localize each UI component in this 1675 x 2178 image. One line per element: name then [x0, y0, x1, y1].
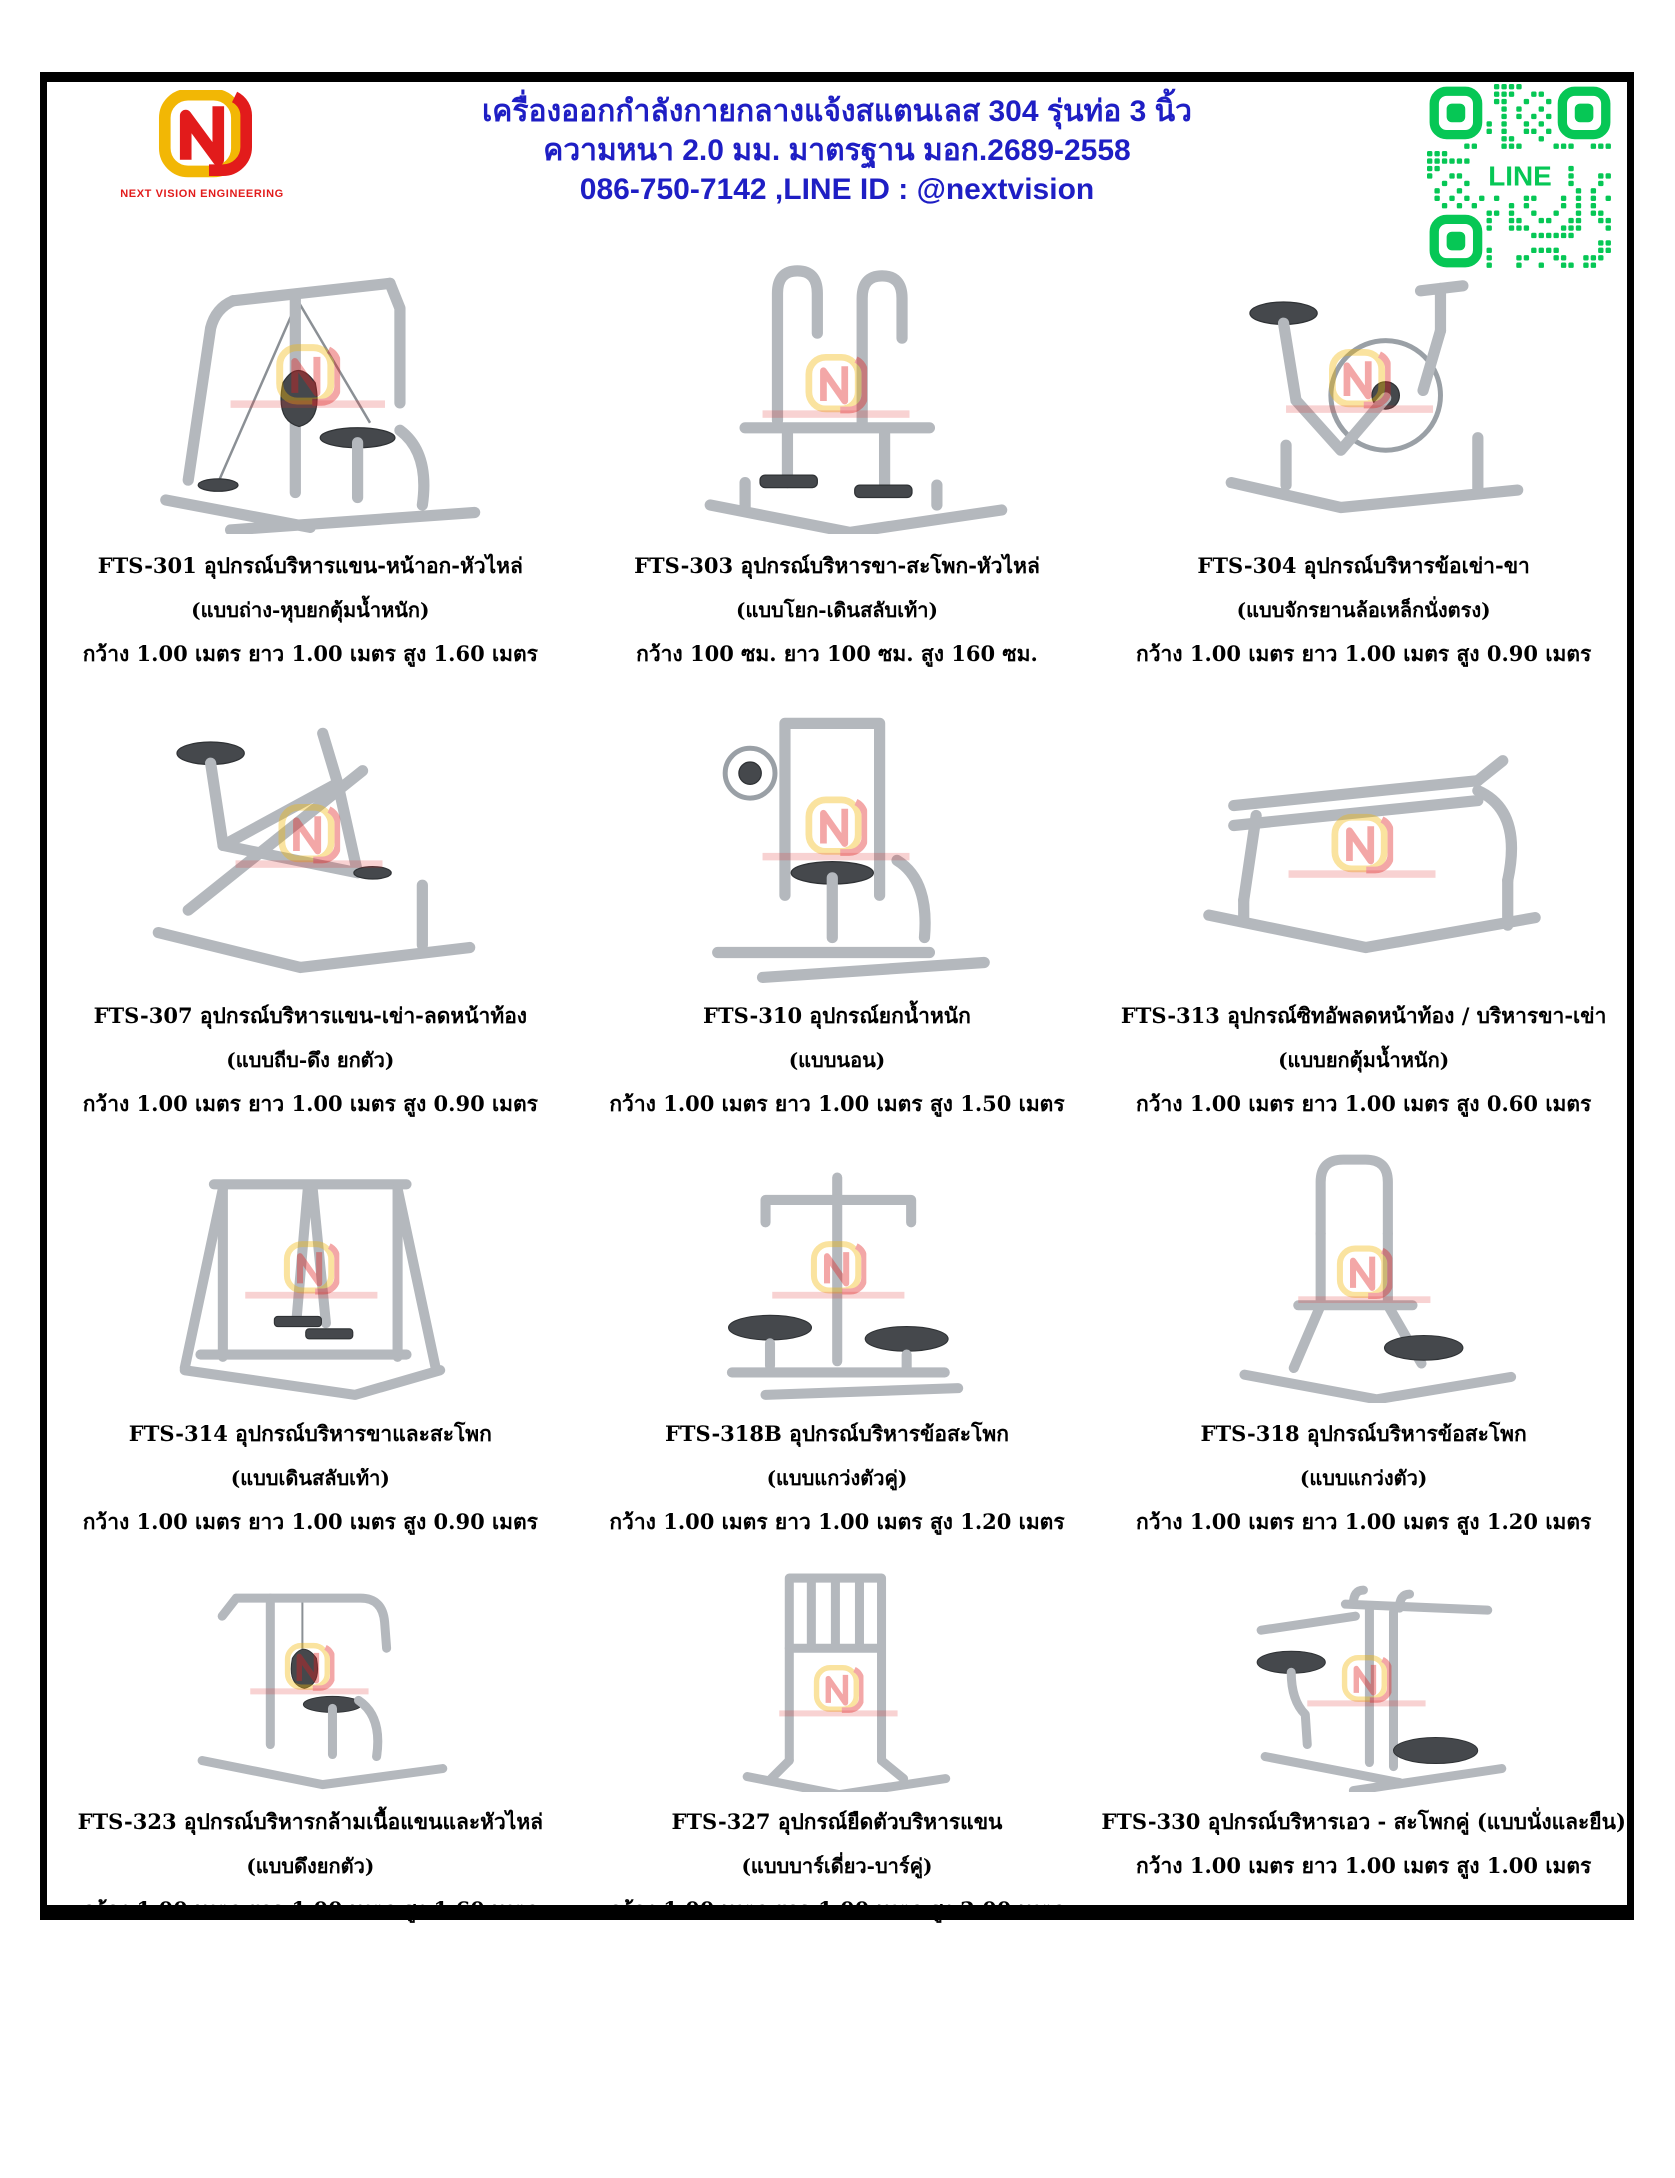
qr-line-label: LINE [1488, 160, 1552, 192]
product-dimensions: กว้าง 1.00 เมตร ยาว 1.00 เมตร สูง 1.50 เมตร [609, 1091, 1065, 1116]
product-title: FTS-330 อุปกรณ์บริหารเอว - สะโพกคู่ (แบบนั่งและยืน) [1101, 1809, 1626, 1834]
company-logo [97, 90, 307, 200]
product-image-fts-313 [1116, 676, 1611, 994]
product-image-fts-327 [589, 1544, 1084, 1800]
product-image-fts-318b [589, 1126, 1084, 1412]
product-dimensions: กว้าง 1.00 เมตร ยาว 1.00 เมตร สูง 2.00 เมตร [609, 1897, 1065, 1922]
product-image-fts-301 [63, 226, 558, 544]
product-variant: (แบบโยก-เดินสลับเท้า) [735, 598, 938, 622]
product-dimensions: กว้าง 1.00 เมตร ยาว 1.00 เมตร สูง 0.90 เมตร [82, 1091, 538, 1116]
product-dimensions: กว้าง 1.00 เมตร ยาว 1.00 เมตร สูง 0.90 เมตร [1136, 641, 1592, 666]
product-card-fts-314 [47, 1126, 574, 1544]
product-dimensions: กว้าง 100 ซม. ยาว 100 ซม. สูง 160 ซม. [636, 641, 1038, 666]
product-image-fts-307 [63, 676, 558, 994]
product-card-fts-330 [1100, 1544, 1627, 1932]
product-variant: (แบบถ่าง-หุบยกตุ้มน้ำหนัก) [191, 598, 430, 622]
product-title: FTS-318B อุปกรณ์บริหารข้อสะโพก [665, 1421, 1009, 1446]
line-qr [1427, 84, 1613, 270]
product-grid [47, 226, 1627, 1932]
product-dimensions: กว้าง 1.00 เมตร ยาว 1.00 เมตร สูง 0.90 เมตร [82, 1509, 538, 1534]
product-image-fts-304 [1116, 226, 1611, 544]
product-variant: (แบบบาร์เดี่ยว-บาร์คู่) [741, 1854, 933, 1878]
product-title: FTS-313 อุปกรณ์ซิทอัพลดหน้าท้อง / บริหารขา-เข่า [1120, 1003, 1607, 1028]
product-dimensions: กว้าง 1.00 เมตร ยาว 1.00 เมตร สูง 1.20 เมตร [609, 1509, 1065, 1534]
product-card-fts-313 [1100, 676, 1627, 1126]
product-card-fts-318 [1100, 1126, 1627, 1544]
product-variant: (แบบแกว่งตัวคู่) [766, 1466, 908, 1490]
product-title: FTS-303 อุปกรณ์บริหารขา-สะโพก-หัวไหล่ [634, 553, 1040, 578]
product-title: FTS-327 อุปกรณ์ยืดตัวบริหารแขน [671, 1809, 1003, 1834]
product-dimensions: กว้าง 1.00 เมตร ยาว 1.00 เมตร สูง 1.00 เมตร [1136, 1853, 1592, 1878]
page-title [327, 92, 1347, 209]
product-card-fts-323 [47, 1544, 574, 1932]
product-card-fts-304 [1100, 226, 1627, 676]
product-image-fts-323 [63, 1544, 558, 1800]
next-vision-logo-icon [127, 90, 277, 190]
product-card-fts-307 [47, 676, 574, 1126]
product-variant: (แบบดึงยกตัว) [246, 1854, 375, 1878]
product-variant: (แบบจักรยานล้อเหล็กนั่งตรง) [1236, 598, 1491, 622]
product-variant: (แบบแกว่งตัว) [1299, 1466, 1428, 1490]
product-title: FTS-323 อุปกรณ์บริหารกล้ามเนื้อแขนและหัวไหล่ [77, 1809, 544, 1834]
product-title: FTS-314 อุปกรณ์บริหารขาและสะโพก [128, 1421, 492, 1446]
title-line-3-contact: 086-750-7142 ,LINE ID : @nextvision [579, 173, 1095, 206]
product-card-fts-318b [574, 1126, 1101, 1544]
product-image-fts-310 [589, 676, 1084, 994]
product-image-fts-318 [1116, 1126, 1611, 1412]
product-card-fts-327 [574, 1544, 1101, 1932]
product-title: FTS-310 อุปกรณ์ยกน้ำหนัก [703, 1003, 971, 1028]
product-card-fts-303 [574, 226, 1101, 676]
product-card-fts-310 [574, 676, 1101, 1126]
product-variant: (แบบเดินสลับเท้า) [230, 1466, 390, 1490]
product-title: FTS-307 อุปกรณ์บริหารแขน-เข่า-ลดหน้าท้อง [93, 1003, 528, 1028]
product-dimensions: กว้าง 1.00 เมตร ยาว 1.00 เมตร สูง 0.60 เมตร [1136, 1091, 1592, 1116]
product-title: FTS-304 อุปกรณ์บริหารข้อเข่า-ขา [1197, 553, 1530, 578]
title-line-2: ความหนา 2.0 มม. มาตรฐาน มอก.2689-2558 [543, 134, 1131, 167]
product-title: FTS-301 อุปกรณ์บริหารแขน-หน้าอก-หัวไหล่ [97, 553, 523, 578]
product-image-fts-314 [63, 1126, 558, 1412]
page-border-frame [40, 72, 1634, 1920]
product-dimensions: กว้าง 1.00 เมตร ยาว 1.00 เมตร สูง 1.60 เมตร [82, 1897, 538, 1922]
product-variant: (แบบถีบ-ดึง ยกตัว) [226, 1048, 395, 1072]
title-line-1: เครื่องออกกำลังกายกลางแจ้งสแตนเลส 304 รุ่นท่อ 3 นิ้ว [482, 95, 1192, 128]
page-header [47, 82, 1627, 222]
product-image-fts-303 [589, 226, 1084, 544]
product-variant: (แบบยกตุ้มน้ำหนัก) [1278, 1048, 1450, 1072]
logo-caption: NEXT VISION ENGINEERING [120, 188, 284, 200]
line-qr-code-icon [1427, 84, 1613, 270]
product-dimensions: กว้าง 1.00 เมตร ยาว 1.00 เมตร สูง 1.20 เมตร [1136, 1509, 1592, 1534]
product-variant: (แบบนอน) [788, 1048, 886, 1072]
product-dimensions: กว้าง 1.00 เมตร ยาว 1.00 เมตร สูง 1.60 เมตร [82, 641, 538, 666]
product-title: FTS-318 อุปกรณ์บริหารข้อสะโพก [1200, 1421, 1527, 1446]
product-image-fts-330 [1116, 1544, 1611, 1800]
product-card-fts-301 [47, 226, 574, 676]
